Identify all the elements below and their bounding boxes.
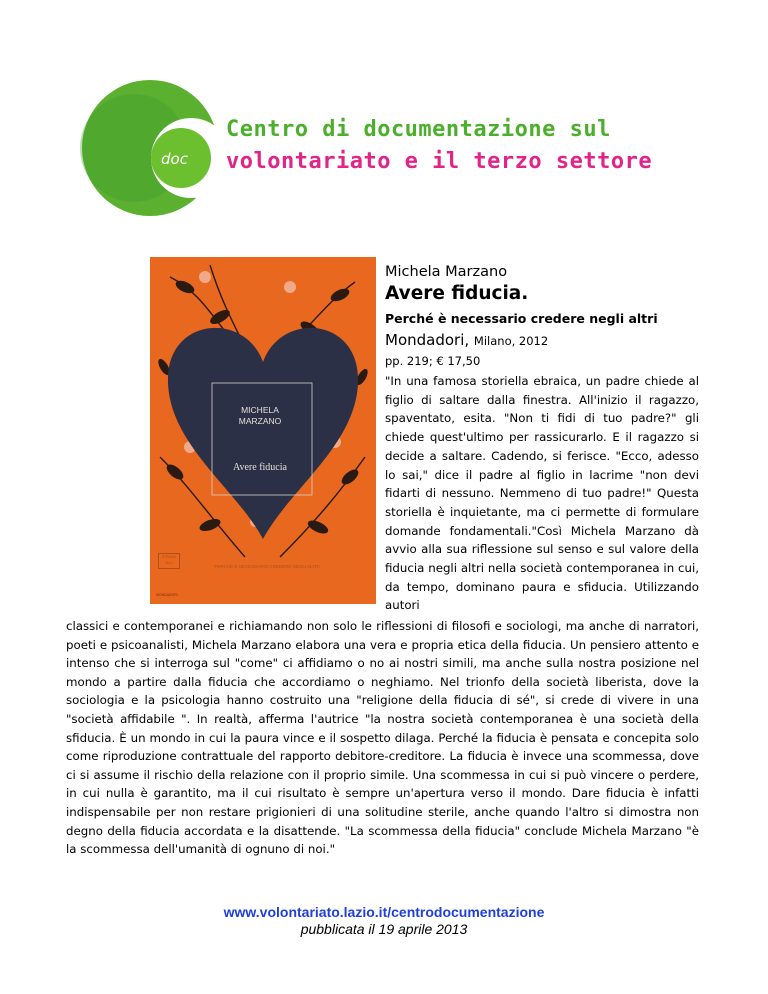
heart-illustration — [150, 257, 376, 604]
publisher-city-year: Milano, 2012 — [473, 334, 549, 348]
review-body-paragraph: classici e contemporanei e richiamando non solo le riflessioni di filosofi e sociologi, ma anche di narratori, poeti e psicoanalisti, Michela Marzano elabora una vera e propria etica della fiducia. Un pensiero attento e intenso che si interroga sul "come" ci affidiamo o no ai nostri simili, ma anche sulla nostra posizione nel mondo a partire dalla fiducia che accordiamo o neghiamo. Nel trionfo della società liberista, dove la sociologia e la psicologia hanno costruito una "religione della fiducia di sé", si crede di vivere in una "società affidabile ". In realtà, afferma l'autrice "la nostra società contemporanea è una società della sfiducia. È un mondo in cui la paura vince e il sospetto dilaga. Perché la fiducia è pensata e concepita solo come riproduzione contrattuale del rapporto debitore-creditore. La fiducia è invece una scommessa, dove ci si assume il rischio della relazione con il proprio simile. Una scommessa in cui si può vincere o perdere, in cui nulla è garantito, ma il cui risultato è sempre un'apertura verso il mondo. Dare fiducia è infatti indispensabile per non restare prigionieri di una solitudine sterile, anche quando l'altro si dimostra non degno della fiducia accordata e la disattende. "La scommessa della fiducia" conclude Michela Marzano "è la scommessa dell'umanità di ognuno di noi." — [66, 619, 699, 857]
book-publisher — [385, 331, 548, 349]
cover-subtitle: PERCHÉ È NECESSARIO CREDERE NEGLI ALTRI — [214, 564, 320, 569]
cover-title: Avere fiducia — [233, 462, 287, 473]
cover-publisher: MONDADORI — [156, 593, 178, 597]
org-name-line2: volontariato e il terzo settore — [226, 149, 653, 174]
book-cover-image — [150, 257, 376, 604]
logo-doc-text: doc — [161, 150, 188, 168]
book-pages-price: pp. 219; € 17,50 — [385, 354, 481, 368]
website-link[interactable]: www.volontariato.lazio.it/centrodocumentazione — [223, 904, 545, 920]
cover-series-badge: STRADE BLU — [158, 553, 180, 569]
book-subtitle: Perché è necessario credere negli altri — [385, 311, 658, 326]
cesv-logo-icon — [78, 78, 228, 218]
book-title: Avere fiducia. — [385, 283, 529, 304]
review-intro-paragraph: "In una famosa storiella ebraica, un padre chiede al figlio di saltare dalla finestra. All'inizio il ragazzo, spaventato, esita. "Non ti fidi di tuo padre?" gli chiede quest'ultimo per rassicurarlo. E il ragazzo si decide a saltare. Cadendo, si ferisce. "Ecco, adesso lo sai," dice il padre al figlio in lacrime "non devi fidarti di nessuno. Nemmeno di tuo padre!" Questa storiella è inquietante, ma ci permette di formulare domande fondamentali."Così Michela Marzano dà avvio alla sua riflessione sul senso e sul valore della fiducia negli altri nella società contemporanea in cui, da tempo, dominano paura e sfiducia. Utilizzando autori — [385, 374, 699, 613]
cover-author: MICHELA MARZANO — [238, 405, 282, 426]
book-author: Michela Marzano — [385, 264, 508, 280]
publication-date: pubblicata il 19 aprile 2013 — [300, 921, 468, 937]
org-name-line1: Centro di documentazione sul — [226, 117, 611, 142]
publisher-name: Mondadori, — [385, 331, 470, 349]
